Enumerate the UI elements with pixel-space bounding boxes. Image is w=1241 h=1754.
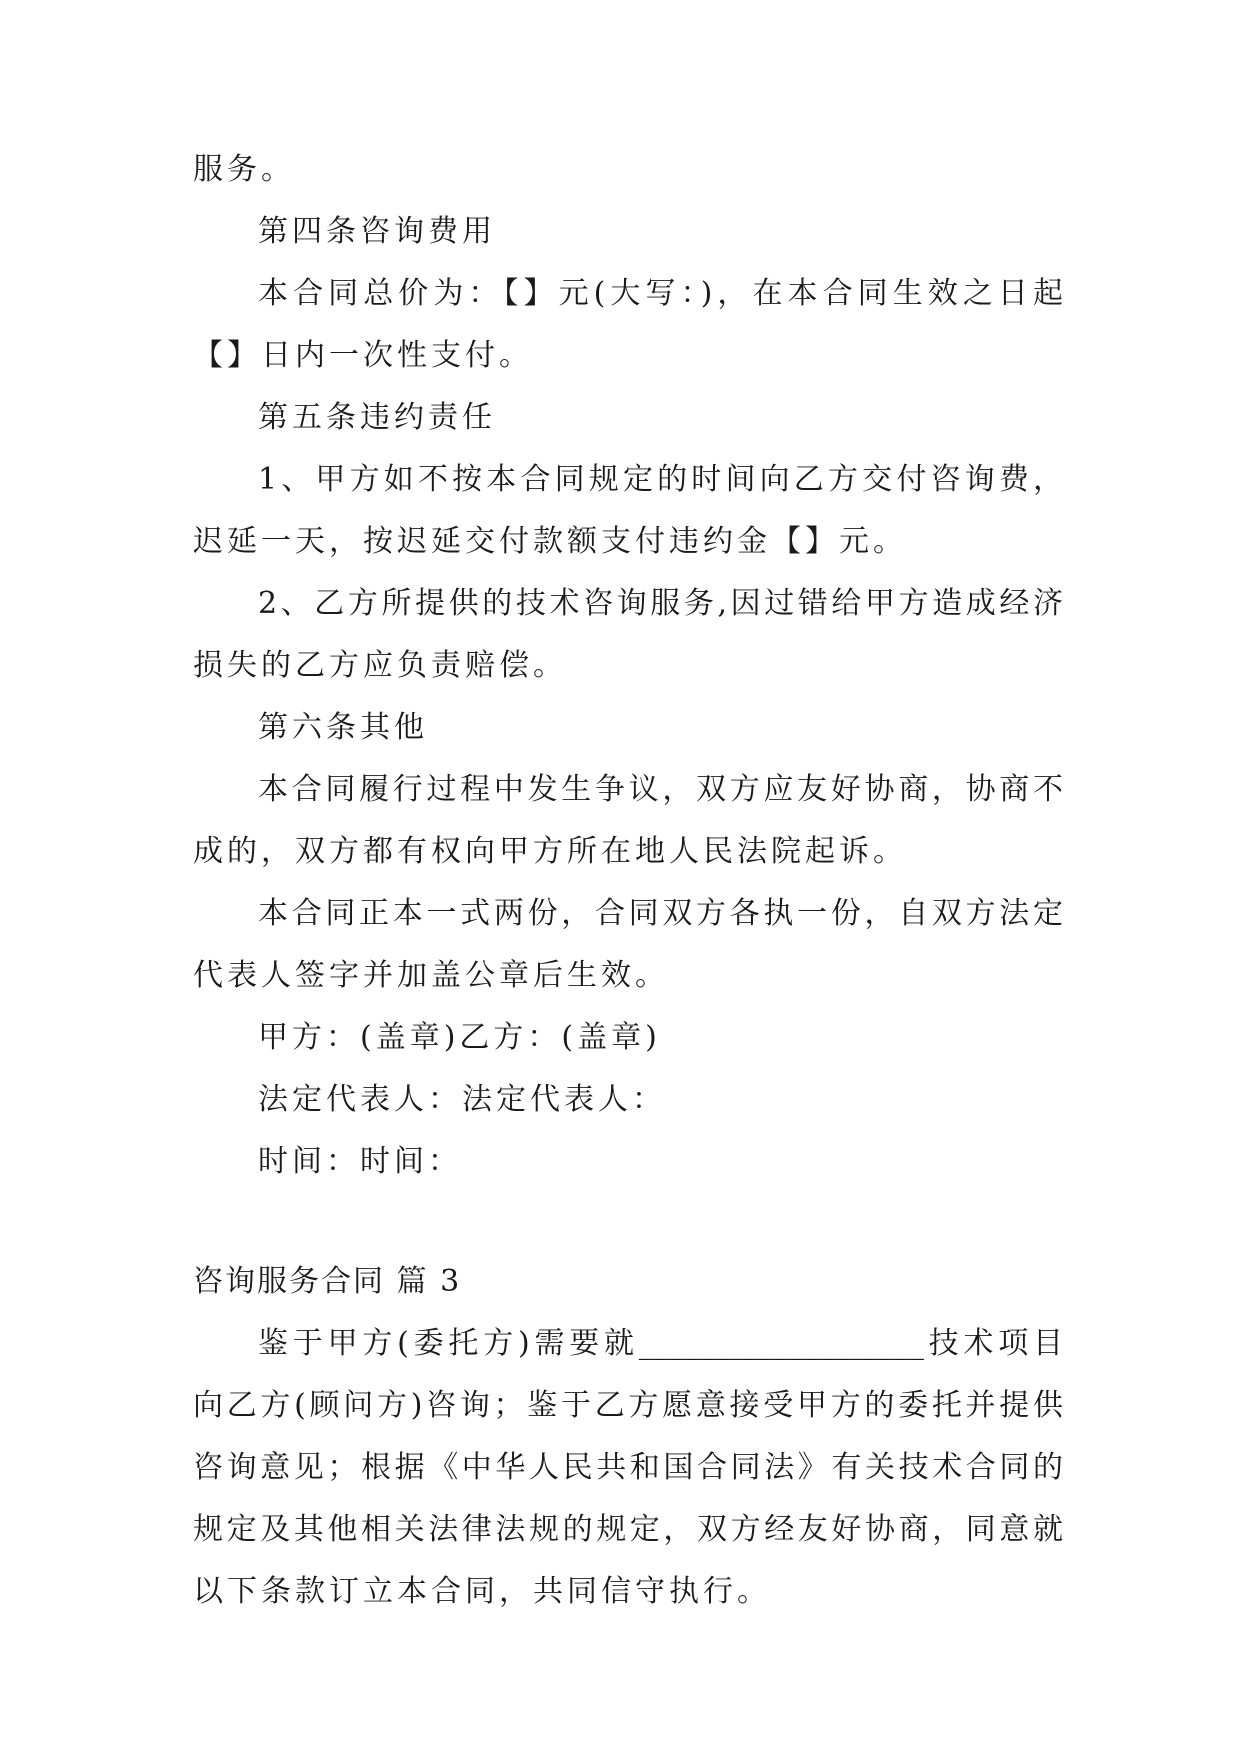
paragraph-line: 代表人签字并加盖公章后生效。 bbox=[193, 958, 669, 993]
paragraph-line: 本合同总价为：【】元(大写：)，在本合同生效之日起 bbox=[258, 276, 1063, 311]
clause-heading: 第五条违约责任 bbox=[258, 400, 496, 435]
signature-line: 时间：时间： bbox=[258, 1144, 462, 1179]
paragraph-line: 本合同正本一式两份，合同双方各执一份，自双方法定 bbox=[258, 896, 1063, 931]
paragraph-line: 1、甲方如不按本合同规定的时间向乙方交付咨询费， bbox=[258, 462, 1063, 497]
paragraph-line: 本合同履行过程中发生争议，双方应友好协商，协商不 bbox=[258, 772, 1063, 807]
paragraph-line: 成的，双方都有权向甲方所在地人民法院起诉。 bbox=[193, 834, 907, 869]
paragraph-line: 损失的乙方应负责赔偿。 bbox=[193, 648, 567, 683]
clause-heading: 第四条咨询费用 bbox=[258, 214, 496, 249]
clause-heading: 第六条其他 bbox=[258, 710, 428, 745]
paragraph-line: 向乙方(顾问方)咨询；鉴于乙方愿意接受甲方的委托并提供 bbox=[193, 1388, 1063, 1423]
paragraph-line: 迟延一天，按迟延交付款额支付违约金【】元。 bbox=[193, 524, 907, 559]
signature-line: 甲方：(盖章)乙方：(盖章) bbox=[258, 1020, 661, 1055]
paragraph-line: 2、乙方所提供的技术咨询服务,因过错给甲方造成经济 bbox=[258, 586, 1063, 621]
paragraph-line: 鉴于甲方(委托方)需要就___________________技术项目 bbox=[258, 1326, 1063, 1361]
section-title: 咨询服务合同 篇 3 bbox=[193, 1264, 462, 1299]
paragraph-line: 以下条款订立本合同，共同信守执行。 bbox=[193, 1574, 771, 1609]
paragraph-line: 咨询意见；根据《中华人民共和国合同法》有关技术合同的 bbox=[193, 1450, 1063, 1485]
signature-line: 法定代表人：法定代表人： bbox=[258, 1082, 666, 1117]
paragraph-line: 【】日内一次性支付。 bbox=[193, 338, 533, 373]
paragraph-line: 规定及其他相关法律法规的规定，双方经友好协商，同意就 bbox=[193, 1512, 1063, 1547]
paragraph-line: 服务。 bbox=[193, 152, 295, 187]
